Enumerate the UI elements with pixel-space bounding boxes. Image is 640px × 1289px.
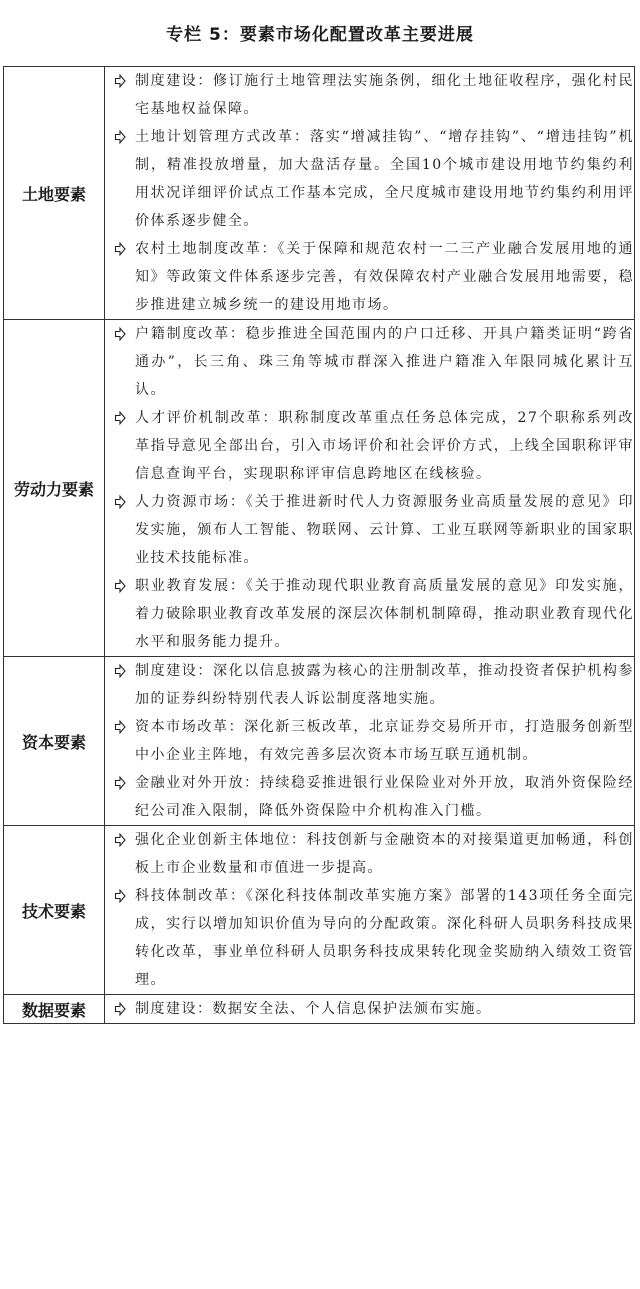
list-item-text: 科技体制改革：《深化科技体制改革实施方案》部署的143项任务全面完成，实行以增加知识价值为导向的分配政策。深化科研人员职务科技成果转化改革，事业单位科研人员职务科技成果转化现金奖励纳入绩效工资管理。 [135,888,634,988]
reform-progress-table [3,66,635,1024]
list-item-text: 户籍制度改革：稳步推进全国范围内的户口迁移、开具户籍类证明“跨省通办”，长三角、珠三角等城市群深入推进户籍准入年限同城化累计互认。 [135,326,634,398]
list-item [105,713,634,769]
page-title: 专栏 5：要素市场化配置改革主要进展 [166,25,474,45]
outlined-right-arrow-icon [105,657,135,685]
list-item [105,320,634,404]
list-item [105,67,634,123]
section-items [105,320,635,657]
outlined-right-arrow-icon [105,404,135,432]
list-item-text: 金融业对外开放：持续稳妥推进银行业保险业对外开放，取消外资保险经纪公司准入限制，降低外资保险中介机构准入门槛。 [135,775,634,819]
list-item [105,826,634,882]
section-items [105,657,635,826]
outlined-right-arrow-icon [105,67,135,95]
list-item [105,882,634,994]
list-item-text: 资本市场改革：深化新三板改革，北京证券交易所开市，打造服务创新型中小企业主阵地，有效完善多层次资本市场互联互通机制。 [135,719,634,763]
list-item-text: 制度建设：深化以信息披露为核心的注册制改革，推动投资者保护机构参加的证券纠纷特别代表人诉讼制度落地实施。 [135,663,634,707]
list-item-text: 制度建设：修订施行土地管理法实施条例，细化土地征收程序，强化村民宅基地权益保障。 [135,73,634,117]
list-item [105,235,634,319]
section-category: 资本要素 [4,657,105,826]
outlined-right-arrow-icon [105,235,135,263]
list-item [105,488,634,572]
list-item-text: 制度建设：数据安全法、个人信息保护法颁布实施。 [135,1001,492,1017]
section-items [105,67,635,320]
outlined-right-arrow-icon [105,572,135,600]
outlined-right-arrow-icon [105,123,135,151]
list-item [105,572,634,656]
section-category: 土地要素 [4,67,105,320]
list-item [105,404,634,488]
list-item-text: 职业教育发展：《关于推动现代职业教育高质量发展的意见》印发实施，着力破除职业教育改革发展的深层次体制机制障碍，推动职业教育现代化水平和服务能力提升。 [135,578,634,650]
list-item-text: 人才评价机制改革：职称制度改革重点任务总体完成，27个职称系列改革指导意见全部出台，引入市场评价和社会评价方式，上线全国职称评审信息查询平台，实现职称评审信息跨地区在线核验。 [135,410,634,482]
outlined-right-arrow-icon [105,769,135,797]
list-item [105,769,634,825]
outlined-right-arrow-icon [105,713,135,741]
outlined-right-arrow-icon [105,882,135,910]
list-item-text: 农村土地制度改革：《关于保障和规范农村一二三产业融合发展用地的通知》等政策文件体系逐步完善，有效保障农村产业融合发展用地需要，稳步推进建立城乡统一的建设用地市场。 [135,241,634,313]
section-row [4,995,635,1024]
section-row [4,657,635,826]
outlined-right-arrow-icon [105,995,135,1023]
section-items [105,826,635,995]
list-item-text: 强化企业创新主体地位：科技创新与金融资本的对接渠道更加畅通，科创板上市企业数量和市值进一步提高。 [135,832,634,876]
outlined-right-arrow-icon [105,320,135,348]
section-row [4,320,635,657]
outlined-right-arrow-icon [105,826,135,854]
outlined-right-arrow-icon [105,488,135,516]
section-category: 劳动力要素 [4,320,105,657]
list-item [105,995,634,1023]
section-items [105,995,635,1024]
list-item-text: 人力资源市场：《关于推进新时代人力资源服务业高质量发展的意见》印发实施，颁布人工智能、物联网、云计算、工业互联网等新职业的国家职业技术技能标准。 [135,494,634,566]
list-item [105,123,634,235]
section-row [4,826,635,995]
list-item-text: 土地计划管理方式改革：落实“增减挂钩”、“增存挂钩”、“增违挂钩”机制，精准投放增量，加大盘活存量。全国10个城市建设用地节约集约利用状况详细评价试点工作基本完成，全尺度城市建设用地节约集约利用评价体系逐步健全。 [135,129,634,229]
section-category: 数据要素 [4,995,105,1024]
section-row [4,67,635,320]
list-item [105,657,634,713]
section-category: 技术要素 [4,826,105,995]
